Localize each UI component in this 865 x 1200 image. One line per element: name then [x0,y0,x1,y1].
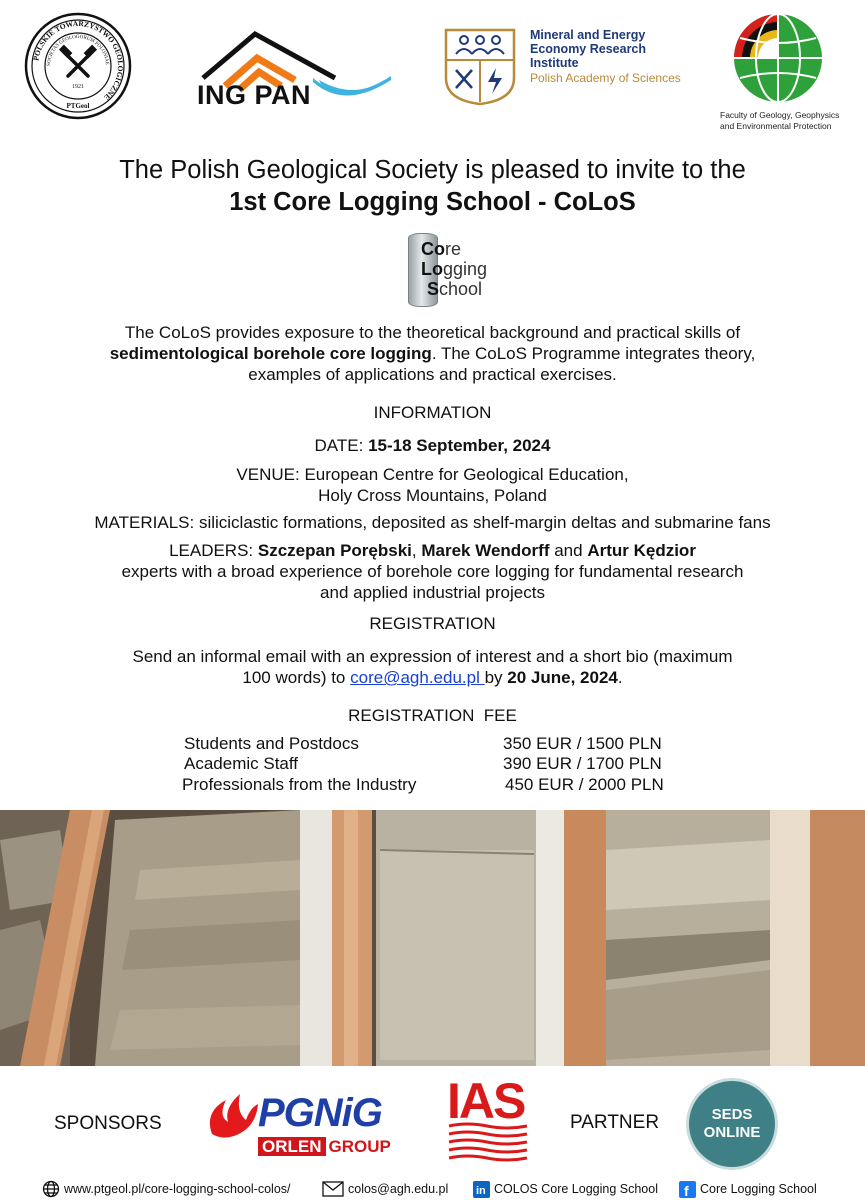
svg-text:1921: 1921 [72,84,84,90]
svg-text:PTGeol: PTGeol [66,102,90,110]
information-title: INFORMATION [373,403,492,422]
footer-email-text: colos@agh.edu.pl [348,1182,449,1196]
pgnig-wordmark: PGNiG [258,1091,382,1135]
faculty-globe-logo [720,10,840,131]
leader-kedzior: Artur Kędzior [587,541,696,560]
meeri-name [530,28,690,85]
intro-paragraph [0,322,865,385]
meeri-pas-logo [442,26,682,106]
colos-s: S [427,279,440,299]
meeri-line1: Mineral and Energy [530,28,646,42]
intro-line1: The CoLoS provides exposure to the theoretical background and practical skills of [124,323,741,342]
leaders-label: LEADERS: [169,541,258,560]
fee-price-academic: 390 EUR / 1700 PLN [503,754,662,773]
logo-row [0,0,865,140]
date-value: 15-18 September, 2024 [368,436,551,455]
fee-title: REGISTRATION FEE [348,706,517,725]
intro-bold: sedimentological borehole core logging [109,344,432,363]
fee-price-students: 350 EUR / 1500 PLN [503,734,662,753]
faculty-caption-line1: Faculty of Geology, Geophysics [720,110,840,120]
footer-facebook[interactable] [678,1180,817,1198]
svg-text:SOCIETAS GEOLOGORUM POLONIAE: SOCIETAS GEOLOGORUM POLONIAE [46,34,110,67]
orlen-word: ORLEN [258,1137,326,1156]
materials-value: siliciclastic formations, deposited as shelf-margin deltas and submarine fans [198,513,771,532]
materials-label: MATERIALS: [94,513,199,532]
leaders-line2: experts with a broad experience of borehole core logging for fundamental research [121,562,744,581]
seds-line2: ONLINE [703,1124,761,1141]
colos-logo [408,233,518,309]
date-line [0,435,865,456]
ias-wordmark: IAS [447,1073,525,1129]
svg-text:POLSKIE TOWARZYSTWO GEOLOGICZN: POLSKIE TOWARZYSTWO GEOLOGICZNE [31,18,126,102]
colos-lo: Lo [421,259,443,279]
fee-category-students: Students and Postdocs [184,734,359,753]
venue-line2: Holy Cross Mountains, Poland [318,486,547,505]
registration-by: by [484,668,508,687]
faculty-caption-line2: and Environmental Protection [720,121,832,131]
ptgeol-seal-logo [24,12,132,120]
leaders-sep1: , [411,541,422,560]
ias-wave-icon [447,1122,529,1162]
invitation-heading [0,154,865,218]
ing-pan-label: ING PAN [197,80,312,110]
footer-website[interactable] [42,1180,291,1198]
fee-category-industry: Professionals from the Industry [182,775,417,794]
colos-co: Co [421,239,445,259]
colos-wordmark [421,239,487,299]
orlen-group-badge [258,1137,391,1157]
footer-email[interactable] [322,1180,448,1198]
venue-block [0,464,865,506]
meeri-subtitle: Polish Academy of Sciences [530,71,681,85]
intro-part2: . The CoLoS Programme integrates theory, [431,344,756,363]
meeri-line3: Institute [530,56,579,70]
seds-line1: SEDS [711,1106,753,1123]
registration-end: . [617,668,623,687]
leaders-sep2: and [549,541,588,560]
core-box-photo [0,810,865,1066]
date-label: DATE: [314,436,369,455]
leader-porebski: Szczepan Porębski [257,541,412,560]
registration-title: REGISTRATION [369,614,496,633]
venue-line1: European Centre for Geological Education, [304,465,629,484]
intro-line2 [0,343,865,364]
registration-email-link[interactable]: core@agh.edu.pl [350,668,485,687]
registration-text [0,646,865,688]
leaders-line3: and applied industrial projects [320,583,545,602]
meeri-line2: Economy Research [530,42,647,56]
ing-pan-logo [195,28,395,110]
svg-text:in: in [475,1184,486,1197]
faculty-caption [720,110,840,132]
svg-text:f: f [683,1182,689,1198]
colos-gging: gging [443,259,488,279]
footer-facebook-text: Core Logging School [700,1182,817,1196]
fee-price-industry: 450 EUR / 2000 PLN [505,775,664,794]
fee-category-academic: Academic Staff [184,754,299,773]
intro-line3: examples of applications and practical exercises. [248,365,617,384]
registration-line1: Send an informal email with an expression of interest and a short bio (maximum [132,647,733,666]
footer-linkedin[interactable] [472,1180,658,1198]
pgnig-orlen-logo [204,1090,400,1160]
registration-deadline: 20 June, 2024 [507,668,618,687]
pgnig-flame-icon [204,1090,260,1140]
footer-website-text: www.ptgeol.pl/core-logging-school-colos/ [64,1182,291,1196]
materials-line [0,512,865,533]
heading-line1: The Polish Geological Society is pleased to invite to the [119,156,746,184]
ias-logo [447,1073,529,1162]
footer-contacts [0,1172,865,1200]
leader-wendorff: Marek Wendorff [421,541,550,560]
seds-online-logo [686,1078,778,1170]
orlen-group-word: GROUP [328,1137,391,1156]
colos-re: re [445,239,462,259]
sponsors-label: SPONSORS [54,1113,162,1134]
envelope-icon [322,1180,344,1198]
linkedin-icon [472,1180,490,1198]
facebook-icon [678,1180,696,1198]
heading-title: 1st Core Logging School - CoLoS [229,188,636,216]
leaders-block [0,540,865,603]
colos-chool: chool [439,279,483,299]
registration-line2-pre: 100 words) to [242,668,351,687]
globe-icon [42,1180,60,1198]
partner-label: PARTNER [570,1112,660,1133]
footer-linkedin-text: COLOS Core Logging School [494,1182,658,1196]
venue-label: VENUE: [236,465,305,484]
